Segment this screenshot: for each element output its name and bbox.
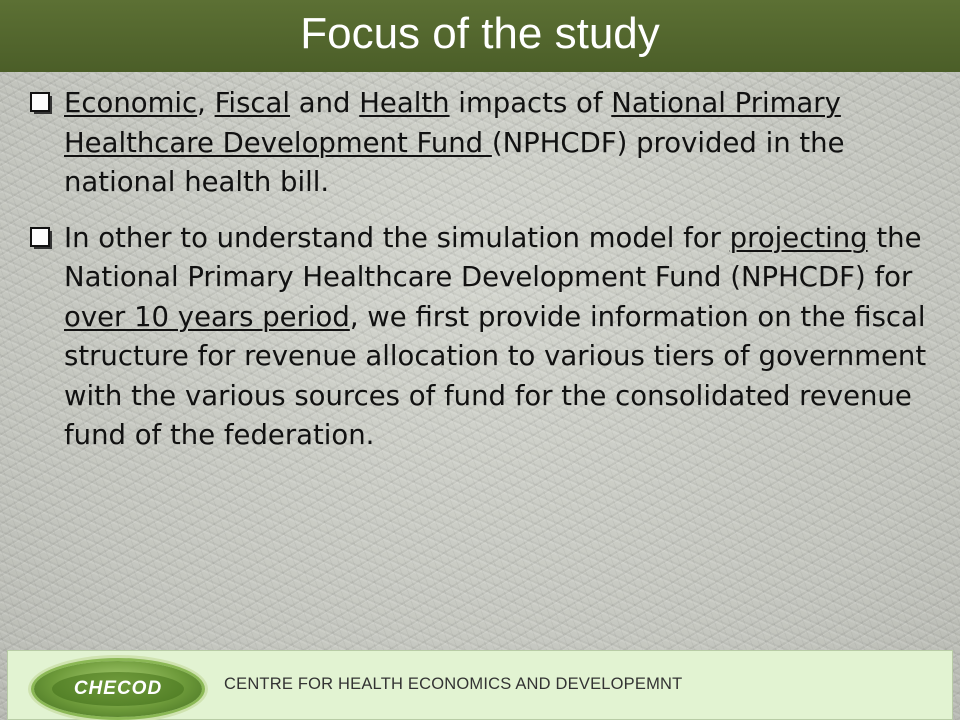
text-segment: ,: [197, 87, 215, 119]
text-segment: In other to understand the simulation model for: [64, 221, 730, 254]
underlined-text: over 10 years period: [64, 300, 350, 333]
underlined-text: Fiscal: [214, 87, 291, 119]
slide-content: [30, 84, 935, 472]
bullet-paragraph: [30, 84, 935, 203]
text-segment: (NPHCDF) provided in the national health bill.: [64, 126, 845, 198]
underlined-text: Health: [359, 87, 450, 119]
footer-organization: CENTRE FOR HEALTH ECONOMICS AND DEVELOPEMNT: [224, 675, 683, 693]
bullet-text: [64, 222, 926, 452]
underlined-text: projecting: [729, 221, 868, 254]
bullet-text: [64, 87, 845, 198]
text-segment: the National Primary Healthcare Development Fund (NPHCDF) for: [64, 221, 922, 293]
bullet-paragraph: [30, 219, 935, 456]
text-segment: impacts of: [449, 87, 612, 119]
footer: [7, 650, 953, 720]
checkbox-bullet-icon: [30, 227, 54, 251]
text-segment: , we first provide information on the fiscal structure for revenue allocation to various tiers of government with the various sources of fund for the consolidated revenue fund of the federation.: [64, 300, 927, 451]
slide-title: Focus of the study: [300, 9, 660, 58]
checkbox-bullet-icon: [30, 92, 54, 116]
text-segment: and: [290, 87, 360, 119]
title-bar: [0, 0, 960, 72]
underlined-text: National Primary Healthcare Development Fund: [64, 87, 841, 159]
checod-logo: [34, 661, 202, 717]
logo-text: CHECOD: [52, 672, 184, 706]
underlined-text: Economic: [64, 87, 198, 119]
